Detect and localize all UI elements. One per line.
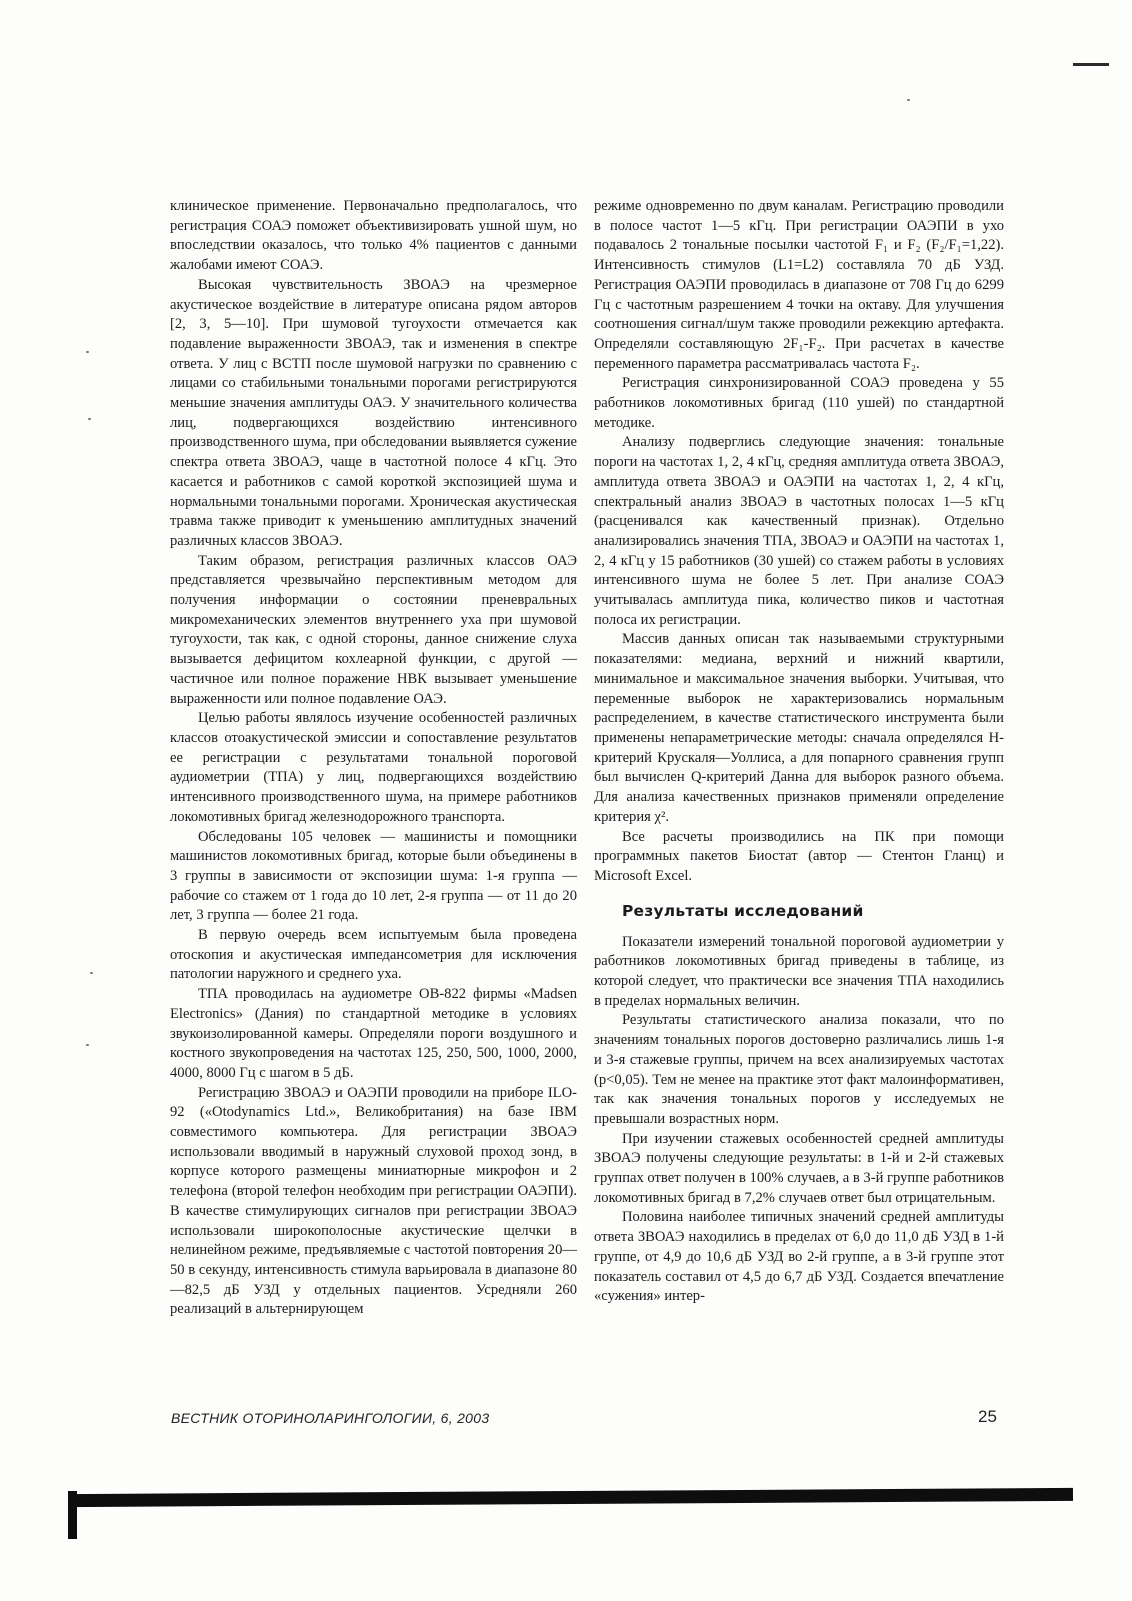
paragraph: Анализу подверглись следующие значения: тональные пороги на частотах 1, 2, 4 кГц, средняя амплитуда ответа ЗВОАЭ, амплитуда ответа ЗВОАЭ и ОАЭПИ на частотах 1, 2, 4 кГц, спектральный анализ ЗВОАЭ в частотных полосах 1—5 кГц (расценивался как качественный признак). Отдельно анализировались значения ТПА, ЗВОАЭ и ОАЭПИ на частотах 1, 2, 4 кГц у 15 работников (30 ушей) со стажем работы в условиях интенсивного шума не более 5 лет. При анализе СОАЭ учитывалась амплитуда пика, количество пиков и частотная полоса их регистрации. — [594, 434, 1004, 628]
right-column-top-block — [594, 197, 1004, 887]
scan-speck — [90, 972, 93, 974]
scan-speck — [86, 1044, 89, 1046]
bottom-scan-rule — [68, 1488, 1073, 1507]
paragraph: Обследованы 105 человек — машинисты и помощники машинистов локомотивных бригад, которые были объединены в 3 группы в зависимости от экспозиции шума: 1-я группа — рабочие со стажем от 1 года до 10 лет, 2-я группа — от 11 до 20 лет, 3 группа — более 21 года. — [170, 828, 577, 924]
paragraph: Регистрацию ЗВОАЭ и ОАЭПИ проводили на приборе ILO-92 («Otodynamics Ltd.», Великобритания) на базе IBM совместимого компьютера. Для регистрации ЗВОАЭ использовали вводимый в наружный слуховой проход зонд, в корпусе которого размещены миниатюрные микрофон и 2 телефона (второй телефон необходим при регистрации ОАЭПИ). В качестве стимулирующих сигналов при регистрации ЗВОАЭ использовали широкополосные акустические щелчки в нелинейном режиме, предъявляемые с частотой повторения 20—50 в секунду, интенсивность стимула варьировала в диапазоне 80—82,5 дБ УЗД у отдельных пациентов. Усредняли 260 реализаций в альтернирующем — [170, 1084, 577, 1318]
paragraph: Регистрация синхронизированной СОАЭ проведена у 55 работников локомотивных бригад (110 ушей) по стандартной методике. — [594, 375, 1004, 431]
right-text-column — [594, 197, 1004, 1307]
page-number: 25 — [978, 1407, 997, 1426]
paragraph: Половина наиболее типичных значений средней амплитуды ответа ЗВОАЭ находились в пределах от 6,0 до 11,0 дБ УЗД в 1-й группе, от 4,9 до 10,6 дБ УЗД во 2-й группе, а в 3-й группе этот показатель составил от 4,5 до 6,7 дБ УЗД. Создается впечатление «сужения» интер- — [594, 1209, 1004, 1305]
paragraph: Показатели измерений тональной пороговой аудиометрии у работников локомотивных бригад приведены в таблице, из которой следует, что практически все значения ТПА находились в пределах нормальных величин. — [594, 933, 1004, 1009]
paragraph: ТПА проводилась на аудиометре OB-822 фирмы «Madsen Electronics» (Дания) по стандартной методике в условиях звукоизолированной камеры. Определяли пороги воздушного и костного звукопроведения на частотах 125, 250, 500, 1000, 2000, 4000, 8000 Гц с шагом в 5 дБ. — [170, 986, 577, 1081]
paragraph: Целью работы являлось изучение особенностей различных классов отоакустической эмиссии и сопоставление результатов ее регистрации с результатами тональной пороговой аудиометрии (ТПА) у лиц, подвергающихся воздействию интенсивного производственного шума, на примере работников локомотивных бригад железнодорожного транспорта. — [170, 710, 577, 825]
journal-footer: ВЕСТНИК ОТОРИНОЛАРИНГОЛОГИИ, 6, 2003 — [171, 1410, 490, 1426]
paragraph: Все расчеты производились на ПК при помощи программных пакетов Биостат (автор — Стентон Гланц) и Microsoft Excel. — [594, 828, 1004, 884]
paragraph: режиме одновременно по двум каналам. Регистрацию проводили в полосе частот 1—5 кГц. При регистрации ОАЭПИ в ухо подавалось 2 тональные посылки частотой F₁ и F₂ (F₂/F₁=1,22). Интенсивность стимулов (L1=L2) составляла 70 дБ УЗД. Регистрация ОАЭПИ проводилась в диапазоне от 708 Гц до 6299 Гц с частотным разрешением 4 точки на октаву. Для улучшения соотношения сигнал/шум также проводили режекцию артефакта. Определяли составляющую 2F₁-F₂. При расчетах в качестве переменного параметра рассматривалась частота F₂. — [594, 198, 1004, 372]
scan-speck — [88, 418, 91, 420]
section-heading: Результаты исследований — [622, 901, 864, 920]
paragraph: клиническое применение. Первоначально предполагалось, что регистрация СОАЭ поможет объективизировать ушной шум, но впоследствии оказалось, что только 4% пациентов с данными жалобами имеют СОАЭ. — [170, 198, 577, 274]
scan-edge-mark — [1073, 63, 1109, 66]
left-text-column — [170, 197, 577, 1320]
scan-speck — [86, 351, 89, 353]
right-column-bottom-block — [594, 933, 1004, 1307]
scan-speck — [907, 99, 910, 101]
bottom-scan-tick — [68, 1491, 77, 1539]
paragraph: Массив данных описан так называемыми структурными показателями: медиана, верхний и нижний квартили, минимальное и максимальное значения выборки. Учитывая, что переменные выборок не характеризовались нормальным распределением, в качестве статистического инструмента были применены непараметрические методы: сначала определялся H-критерий Крускаля—Уоллиса, а для попарного сравнения групп был вычислен Q-критерий Данна для выборок разного объема. Для анализа качественных признаков применяли определение критерия χ². — [594, 631, 1004, 825]
paragraph: Результаты статистического анализа показали, что по значениям тональных порогов достоверно различались лишь 1-я и 3-я стажевые группы, причем на всех анализируемых частотах (p<0,05). Тем не менее на практике этот факт малоинформативен, так как значения тональных порогов у исследуемых не превышали возрастных норм. — [594, 1012, 1004, 1127]
paragraph: В первую очередь всем испытуемым была проведена отоскопия и акустическая импедансометрия для исключения патологии наружного и среднего уха. — [170, 927, 577, 983]
paragraph: При изучении стажевых особенностей средней амплитуды ЗВОАЭ получены следующие результаты: в 1-й и 2-й стажевых группах ответ получен в 100% случаев, а в 3-й группе работников локомотивных бригад в 7,2% случаев ответ был отрицательным. — [594, 1130, 1005, 1206]
paragraph: Таким образом, регистрация различных классов ОАЭ представляется чрезвычайно перспективным методом для получения информации о состоянии преневральных микромеханических элементов внутреннего уха при шумовой тугоухости, так как, с одной стороны, данное снижение слуха вызывается дефицитом кохлеарной функции, с другой — частичное или полное поражение НВК вызывает уменьшение выраженности или полное подавление ОАЭ. — [170, 552, 577, 707]
paragraph: Высокая чувствительность ЗВОАЭ на чрезмерное акустическое воздействие в литературе описана рядом авторов [2, 3, 5—10]. При шумовой тугоухости отмечается как подавление выраженности ЗВОАЭ, так и изменения в спектре ответа. У лиц с ВСТП после шумовой нагрузки по сравнению с лицами со стабильными тональными порогами регистрируются меньшие значения амплитуды ОАЭ. У значительного количества лиц, подвергающихся воздействию интенсивного производственного шума, при обследовании выявляется сужение спектра ответа ЗВОАЭ, чаще в частотной полосе 4 кГц. Это касается и работников с самой короткой экспозицией шума и нормальными тональными порогами. Хроническая акустическая травма также приводит к уменьшению амплитудных значений различных классов ЗВОАЭ. — [170, 276, 577, 549]
